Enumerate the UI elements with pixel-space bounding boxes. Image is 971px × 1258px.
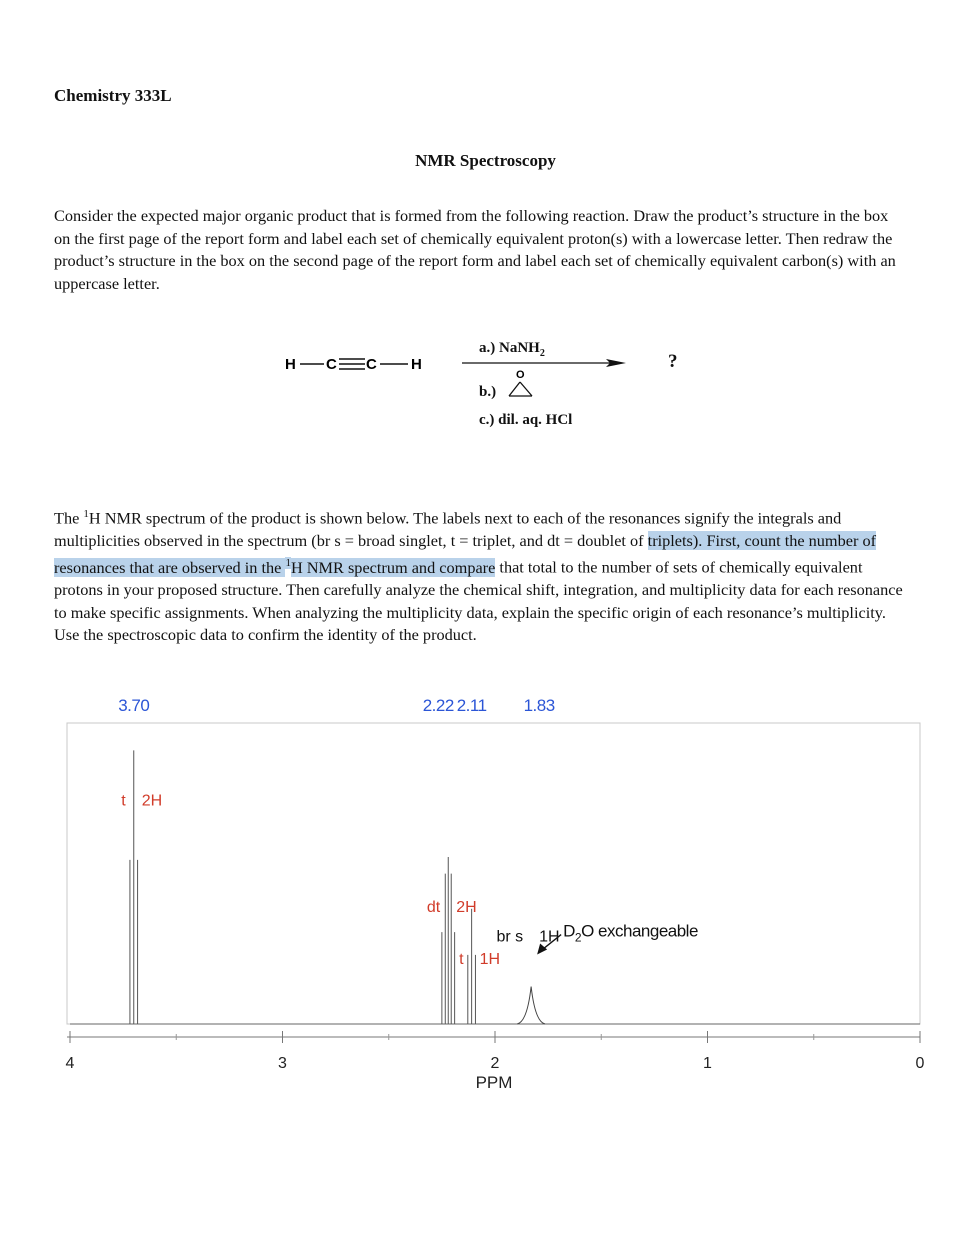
intro-paragraph: Consider the expected major organic product that is formed from the following reaction. Draw the product’s structure in the box on the first page of the report form and label each set of chemically equivalent proton(s) with a lowercase letter. Then redraw the product’s structure in the box on the second page of the report form and label each set of chemically equivalent carbon(s) with an uppercase letter.	[54, 206, 896, 293]
reagent-step-b: b.)	[479, 384, 497, 400]
x-tick-label: 1	[703, 1055, 712, 1072]
nmr-spectrum	[0, 680, 971, 1100]
peak-shift-label: 1.83	[523, 696, 555, 715]
x-tick-label: 2	[490, 1055, 500, 1072]
h-right-atom: H	[411, 356, 422, 373]
peak-integration-label: 2H	[141, 792, 163, 810]
plot-frame	[67, 723, 920, 1024]
acetylene-structure	[280, 338, 440, 388]
h-left-atom: H	[285, 356, 296, 373]
d2o-exchangeable-annotation: $D_2O$ exchangeable	[563, 921, 698, 945]
page-title: NMR Spectroscopy	[415, 151, 556, 170]
course-title: Chemistry 333L	[54, 86, 172, 105]
peak-broad-singlet	[517, 987, 545, 1024]
x-tick-label: 4	[65, 1055, 75, 1072]
x-tick-label: 3	[278, 1055, 287, 1072]
spectrum-svg	[0, 680, 971, 1100]
peak-multiplicity-label: br s	[496, 928, 524, 946]
product-unknown: ?	[668, 351, 678, 372]
epoxide-structure	[505, 366, 541, 400]
peak-shift-label: 2.22	[422, 696, 454, 715]
carbon-2-atom: C	[366, 356, 377, 373]
reagent-step-a: a.) NaNH$_2$	[479, 340, 545, 359]
peak-multiplicity-label: t	[459, 950, 464, 968]
highlighted-text: triplets). First, count the number of resonances that are observed in the	[54, 530, 877, 577]
epoxide-oxygen-atom: O	[516, 369, 525, 381]
carbon-1-atom: C	[326, 356, 337, 373]
peak-integration-label: 1H	[539, 928, 560, 946]
peak-integration-label: 2H	[456, 898, 477, 916]
x-tick-label: 0	[915, 1055, 925, 1072]
reaction-arrow	[460, 356, 630, 370]
x-axis-title: PPM	[475, 1073, 513, 1092]
peak-multiplicity-label: t	[121, 792, 126, 810]
peak-shift-label: 3.70	[118, 696, 150, 715]
peak-integration-label: 1H	[479, 950, 501, 968]
spectrum-paragraph: The $^1$H NMR spectrum of the product is shown below. The labels next to each of the resonances signify the integrals and multiplicities observed in the spectrum (br s = broad singlet, t = triplet, and dt = doublet of triplets). First, count the number of resonances that are observed in the $^1$H NMR spectrum and compare that total to the number of sets of chemically equivalent protons in your proposed structure. Then carefully analyze the chemical shift, integration, and multiplicity data for each resonance to make specific assignments. When analyzing the multiplicity data, explain the specific origin of each resonance’s multiplicity. Use the spectroscopic data to confirm the identity of the product.	[54, 508, 903, 645]
peak-multiplicity-label: dt	[426, 898, 441, 916]
reagent-step-c: c.) dil. aq. HCl	[479, 412, 573, 428]
peak-shift-label: 2.11	[456, 696, 487, 715]
